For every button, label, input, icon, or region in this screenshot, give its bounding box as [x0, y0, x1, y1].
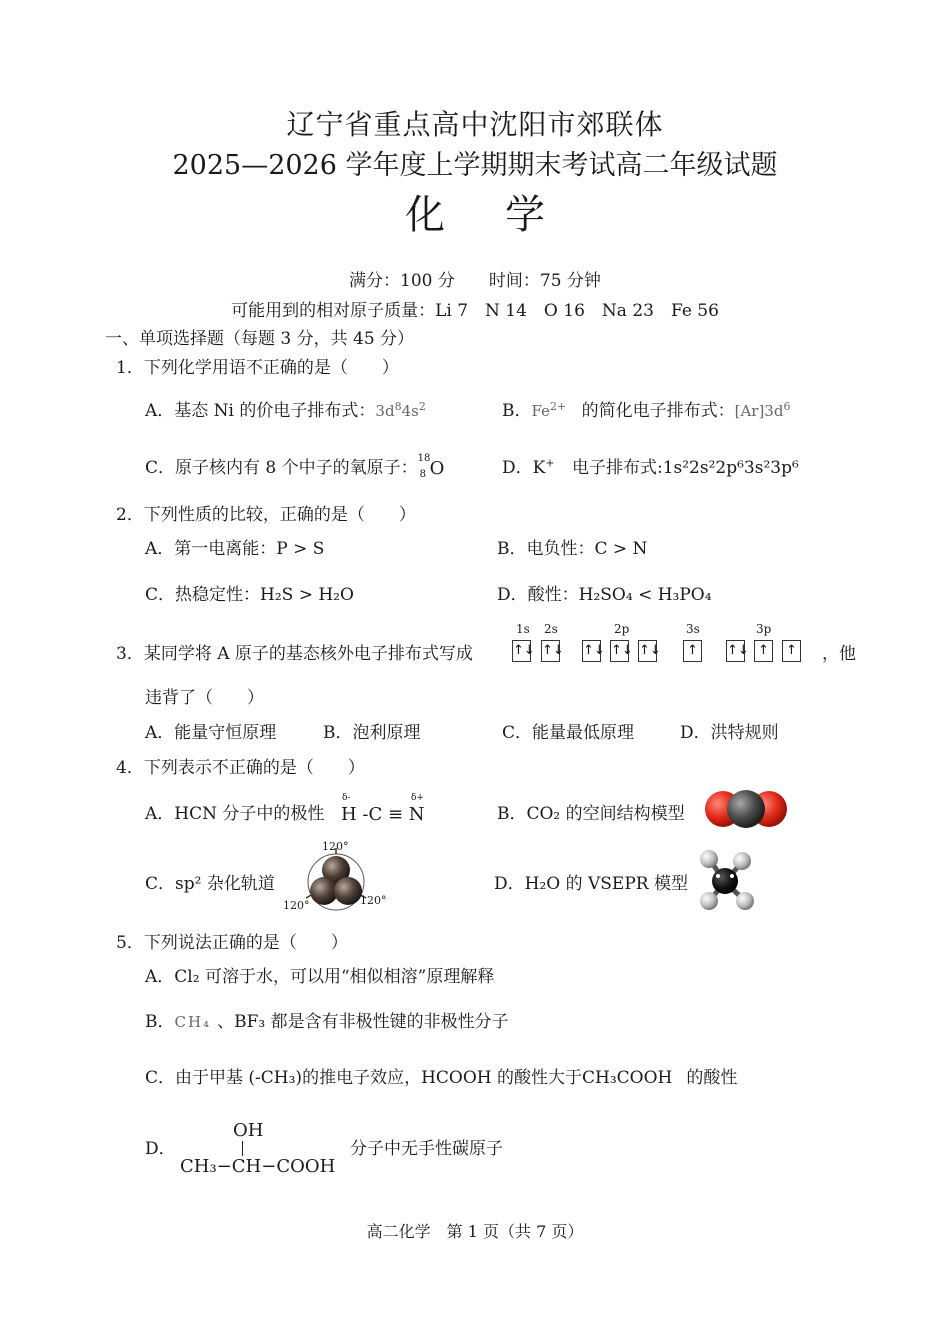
orbital-box-3p-1: ↑↓: [726, 640, 745, 662]
q5-stem: 5．下列说法正确的是（ ）: [116, 933, 348, 953]
q4-a-delta-plus: δ+: [411, 793, 424, 803]
q2-c-formula: H₂S > H₂O: [260, 585, 354, 605]
page-footer: 高二化学 第 1 页（共 7 页）: [366, 1222, 584, 1241]
q5-c-formula: CH₃COOH: [582, 1068, 673, 1088]
q1-c-nuclide: 18 8 O: [417, 452, 445, 480]
lactic-acid-bond: [242, 1141, 243, 1156]
q1-d-ion: K+: [532, 456, 555, 478]
title-line2: 2025—2026 学年度上学期期末考试高二年级试题: [172, 150, 778, 181]
q5-option-d-label: D．: [145, 1139, 176, 1159]
h2o-lone-pair-1: [700, 850, 718, 868]
h2o-lone-pair-2: [733, 852, 751, 870]
orbital-label-2s: 2s: [544, 622, 558, 636]
q3-option-c: C．能量最低原理: [502, 723, 635, 743]
q3-option-b: B．泡利原理: [323, 723, 421, 743]
q5-b-formula: CH₄: [174, 1013, 212, 1031]
q1-b-ion: $Fe^{2+}$: [531, 400, 567, 420]
orbital-box-2p-3: ↑↓: [638, 640, 657, 662]
atomic-mass: 可能用到的相对原子质量：Li 7 N 14 O 16 Na 23 Fe 56: [231, 301, 719, 321]
q2-d-formula: H₂SO₄ < H₃PO₄: [578, 585, 712, 605]
q1-option-b: B．$Fe^{2+}$ 的简化电子排布式：$[Ar]3d^6$: [502, 400, 791, 421]
lactic-acid-chain: CH₃−CH−COOH: [180, 1156, 336, 1177]
score-time: 满分：100 分 时间：75 分钟: [349, 271, 601, 291]
q5-option-d-text: 分子中无手性碳原子: [350, 1139, 503, 1159]
subject-title: 化学: [405, 192, 605, 238]
orbital-label-3s: 3s: [686, 622, 700, 636]
q2-option-c: C．热稳定性：H₂S > H₂O: [145, 585, 354, 605]
co2-carbon: [727, 790, 765, 828]
orbital-box-2s: ↑↓: [541, 640, 560, 662]
q4-a-formula: H -C ≡ N: [341, 804, 425, 825]
q4-option-a-text: A．HCN 分子中的极性: [145, 804, 325, 824]
orbital-label-3p: 3p: [756, 622, 772, 636]
section-heading: 一、单项选择题（每题 3 分，共 45 分）: [105, 329, 415, 349]
orbital-box-1s: ↑↓: [512, 640, 531, 662]
q1-a-text: A．基态 Ni 的价电子排布式：: [145, 401, 376, 421]
q4-option-d-text: D．H₂O 的 VSEPR 模型: [494, 874, 688, 894]
q1-option-a: [145, 396, 426, 421]
q2-option-d: D．酸性：H₂SO₄ < H₃PO₄: [497, 585, 712, 605]
sp2-lobe-right: [334, 877, 362, 905]
lactic-acid-oh: OH: [233, 1120, 264, 1141]
q3-stem-line2: 违背了（ ）: [145, 688, 264, 708]
q1-b-formula: $[Ar]3d^6$: [734, 400, 791, 420]
q3-stem-end: ，他: [822, 644, 856, 664]
q4-option-b-text: B．CO₂ 的空间结构模型: [497, 804, 685, 824]
orbital-box-2p-1: ↑↓: [582, 640, 601, 662]
q2-option-a: A．第一电离能：P > S: [145, 539, 325, 559]
orbital-box-2p-2: ↑↓: [610, 640, 629, 662]
title-line1: 辽宁省重点高中沈阳市郊联体: [286, 108, 664, 141]
q5-option-c: C．由于甲基 (-CH₃)的推电子效应，HCOOH 的酸性大于CH₃COOH 的酸性: [145, 1068, 738, 1088]
orbital-box-3p-2: ↑: [754, 640, 773, 662]
h2o-oxygen: [712, 868, 738, 894]
co2-model: [703, 788, 789, 830]
q2-stem: 2．下列性质的比较，正确的是（ ）: [116, 505, 416, 525]
q5-option-b: B．CH₄ 、BF₃ 都是含有非极性键的非极性分子: [145, 1012, 509, 1032]
sp2-angle-right: 120°: [360, 894, 387, 907]
h2o-hydrogen-1: [700, 892, 718, 910]
sp2-angle-left: 120°: [283, 899, 310, 912]
sp2-lobe-left: [310, 877, 338, 905]
q3-option-a: A．能量守恒原理: [145, 723, 277, 743]
q1-stem: 1．下列化学用语不正确的是（ ）: [116, 358, 399, 378]
q1-option-c: C．原子核内有 8 个中子的氧原子： 18 8 O: [145, 452, 445, 480]
orbital-box-3s: ↑: [683, 640, 702, 662]
q4-stem: 4．下列表示不正确的是（ ）: [116, 758, 365, 778]
q3-option-d: D．洪特规则: [680, 723, 779, 743]
h2o-hydrogen-2: [736, 892, 754, 910]
orbital-label-1s: 1s: [516, 622, 530, 636]
q4-option-c-text: C．sp² 杂化轨道: [145, 874, 275, 894]
orbital-diagram: [510, 622, 810, 670]
q1-a-formula: $3d^84s^2$: [375, 400, 426, 420]
q2-option-b: B．电负性：C > N: [497, 539, 648, 559]
orbital-label-2p: 2p: [614, 622, 630, 636]
q5-option-a: A．Cl₂ 可溶于水，可以用“相似相溶”原理解释: [145, 967, 495, 987]
q1-d-formula: 1s²2s²2p⁶3s²3p⁶: [662, 458, 799, 478]
sp2-angle-top: 120°: [322, 840, 349, 853]
h2o-vsepr-model: [696, 848, 758, 912]
q1-option-d: D．K+ 电子排布式:1s²2s²2p⁶3s²3p⁶: [502, 456, 799, 478]
q4-a-delta-minus: δ-: [342, 793, 351, 803]
orbital-box-3p-3: ↑: [782, 640, 801, 662]
q3-stem: 3．某同学将 A 原子的基态核外电子排布式写成: [116, 644, 473, 664]
